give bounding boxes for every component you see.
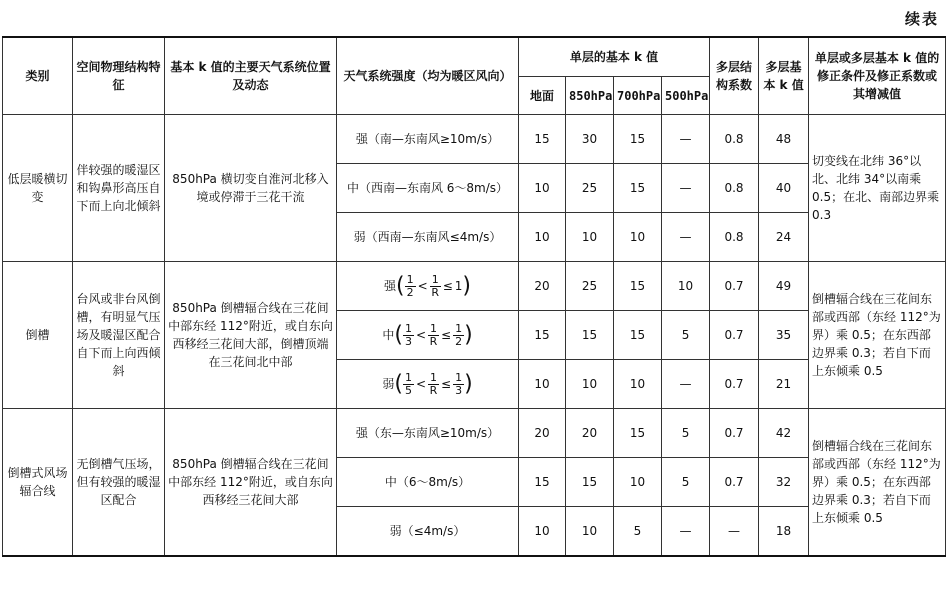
structure-cell: 台风或非台风倒槽，有明显气压场及暖湿区配合自下而上向西倾斜 xyxy=(73,262,165,409)
strength-formula-cell: 中( $\frac{1}{3}$ < $\frac{1}{R}$ ≤ $\frac{1}{2}$ ) xyxy=(337,311,519,360)
table-row xyxy=(3,115,946,164)
strength-label: 强 xyxy=(384,278,397,293)
fraction: $\frac{1}{3}$ xyxy=(404,321,412,348)
p850-cell: 15 xyxy=(566,458,614,507)
p850-cell: 25 xyxy=(566,262,614,311)
ground-cell: 15 xyxy=(519,115,566,164)
strength-cell: 强（东—东南风≥10m/s） xyxy=(337,409,519,458)
p500-cell: 10 xyxy=(662,262,710,311)
p850-cell: 10 xyxy=(566,213,614,262)
k-cell: 49 xyxy=(759,262,809,311)
header-system: 基本 k 值的主要天气系统位置及动态 xyxy=(165,37,337,115)
k-cell: 48 xyxy=(759,115,809,164)
p500-cell: — xyxy=(662,164,710,213)
correction-cell: 倒槽辐合线在三花间东部或西部（东经 112°为界）乘 0.5；在东西部边界乘 0.3；若自下而上东倾乘 0.5 xyxy=(809,409,946,557)
correction-cell: 切变线在北纬 36°以北、北纬 34°以南乘 0.5；在北、南部边界乘 0.3 xyxy=(809,115,946,262)
header-850: 850hPa xyxy=(566,77,614,115)
header-multi-coef: 多层结构系数 xyxy=(710,37,759,115)
k-cell: 35 xyxy=(759,311,809,360)
k-cell: 24 xyxy=(759,213,809,262)
p500-cell: — xyxy=(662,213,710,262)
coef-cell: 0.8 xyxy=(710,115,759,164)
fraction: $\frac{1}{R}$ xyxy=(431,272,440,299)
p500-cell: 5 xyxy=(662,458,710,507)
header-500: 500hPa xyxy=(662,77,710,115)
ground-cell: 10 xyxy=(519,360,566,409)
p500-cell: 5 xyxy=(662,311,710,360)
p500-cell: — xyxy=(662,507,710,557)
fraction: $\frac{1}{R}$ xyxy=(429,370,438,397)
fraction: $\frac{1}{5}$ xyxy=(404,370,412,397)
strength-cell: 弱（西南—东南风≤4m/s） xyxy=(337,213,519,262)
header-category: 类别 xyxy=(3,37,73,115)
fraction: $\frac{1}{R}$ xyxy=(429,321,438,348)
ground-cell: 15 xyxy=(519,458,566,507)
coef-cell: 0.7 xyxy=(710,360,759,409)
p700-cell: 10 xyxy=(614,360,662,409)
p700-cell: 5 xyxy=(614,507,662,557)
coef-cell: — xyxy=(710,507,759,557)
system-cell: 850hPa 倒槽辐合线在三花间中部东经 112°附近，或自东向西移经三花间大部，倒槽顶端在三花间北中部 xyxy=(165,262,337,409)
p500-cell: — xyxy=(662,360,710,409)
p850-cell: 25 xyxy=(566,164,614,213)
p500-cell: 5 xyxy=(662,409,710,458)
coef-cell: 0.8 xyxy=(710,213,759,262)
strength-label: 弱 xyxy=(382,376,395,391)
k-value-table xyxy=(2,36,946,557)
fraction: $\frac{1}{2}$ xyxy=(406,272,414,299)
k-cell: 18 xyxy=(759,507,809,557)
category-cell: 低层暖横切变 xyxy=(3,115,73,262)
k-cell: 42 xyxy=(759,409,809,458)
k-cell: 21 xyxy=(759,360,809,409)
strength-cell: 弱（≤4m/s） xyxy=(337,507,519,557)
p700-cell: 15 xyxy=(614,115,662,164)
p850-cell: 20 xyxy=(566,409,614,458)
strength-cell: 强（南—东南风≥10m/s） xyxy=(337,115,519,164)
p700-cell: 10 xyxy=(614,213,662,262)
p700-cell: 15 xyxy=(614,409,662,458)
p700-cell: 15 xyxy=(614,164,662,213)
table-row xyxy=(3,262,946,311)
system-cell: 850hPa 横切变自淮河北移入境或停滞于三花干流 xyxy=(165,115,337,262)
p700-cell: 15 xyxy=(614,262,662,311)
correction-cell: 倒槽辐合线在三花间东部或西部（东经 112°为界）乘 0.5；在东西部边界乘 0.3；若自下而上东倾乘 0.5 xyxy=(809,262,946,409)
strength-label: 中 xyxy=(382,327,395,342)
header-correction: 单层或多层基本 k 值的修正条件及修正系数或其增减值 xyxy=(809,37,946,115)
header-structure: 空间物理结构特征 xyxy=(73,37,165,115)
header-strength: 天气系统强度（均为暖区风向） xyxy=(337,37,519,115)
category-cell: 倒槽 xyxy=(3,262,73,409)
ground-cell: 10 xyxy=(519,164,566,213)
header-single-layer: 单层的基本 k 值 xyxy=(519,37,710,77)
system-cell: 850hPa 倒槽辐合线在三花间中部东经 112°附近，或自东向西移经三花间大部 xyxy=(165,409,337,557)
coef-cell: 0.7 xyxy=(710,458,759,507)
header-multi-k: 多层基本 k 值 xyxy=(759,37,809,115)
p850-cell: 10 xyxy=(566,507,614,557)
table-row xyxy=(3,409,946,458)
ground-cell: 20 xyxy=(519,409,566,458)
coef-cell: 0.7 xyxy=(710,262,759,311)
k-cell: 32 xyxy=(759,458,809,507)
p850-cell: 15 xyxy=(566,311,614,360)
p850-cell: 10 xyxy=(566,360,614,409)
k-cell: 40 xyxy=(759,164,809,213)
p850-cell: 30 xyxy=(566,115,614,164)
header-ground: 地面 xyxy=(519,77,566,115)
strength-formula-cell: 强( $\frac{1}{2}$ < $\frac{1}{R}$ ≤ 1) xyxy=(337,262,519,311)
ground-cell: 10 xyxy=(519,507,566,557)
p700-cell: 15 xyxy=(614,311,662,360)
p500-cell: — xyxy=(662,115,710,164)
continued-label: 续表 xyxy=(904,10,939,28)
structure-cell: 无倒槽气压场，但有较强的暖湿区配合 xyxy=(73,409,165,557)
fraction: $\frac{1}{3}$ xyxy=(455,370,463,397)
ground-cell: 15 xyxy=(519,311,566,360)
strength-cell: 中（6～8m/s） xyxy=(337,458,519,507)
p700-cell: 10 xyxy=(614,458,662,507)
ground-cell: 10 xyxy=(519,213,566,262)
structure-cell: 伴较强的暖湿区和钩鼻形高压自下而上向北倾斜 xyxy=(73,115,165,262)
coef-cell: 0.7 xyxy=(710,311,759,360)
header-700: 700hPa xyxy=(614,77,662,115)
ground-cell: 20 xyxy=(519,262,566,311)
category-cell: 倒槽式风场辐合线 xyxy=(3,409,73,557)
coef-cell: 0.7 xyxy=(710,409,759,458)
strength-cell: 中（西南—东南风 6～8m/s） xyxy=(337,164,519,213)
strength-formula-cell: 弱( $\frac{1}{5}$ < $\frac{1}{R}$ ≤ $\frac{1}{3}$ ) xyxy=(337,360,519,409)
fraction: $\frac{1}{2}$ xyxy=(455,321,463,348)
coef-cell: 0.8 xyxy=(710,164,759,213)
